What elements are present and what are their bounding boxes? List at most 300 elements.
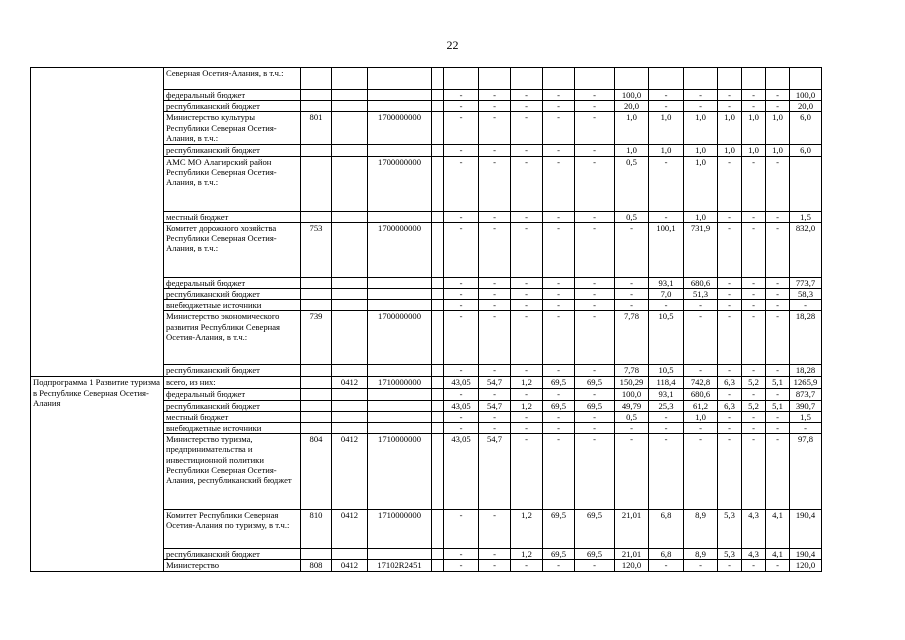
year-value-cell: - (615, 277, 649, 288)
year-value-cell: - (543, 311, 575, 365)
year-value-cell: 54,7 (479, 434, 511, 510)
year-value-cell: - (742, 90, 766, 101)
section-code-cell (332, 277, 368, 288)
total-value-cell: 20,0 (790, 101, 822, 112)
year-value-cell: - (479, 560, 511, 572)
section-code-cell (332, 365, 368, 377)
year-value-cell: - (479, 411, 511, 422)
year-value-cell: 680,6 (684, 389, 718, 400)
total-value-cell: 6,0 (790, 145, 822, 156)
year-value-cell: - (543, 289, 575, 300)
year-value-cell: 1,0 (684, 211, 718, 222)
year-value-cell: 1,0 (718, 145, 742, 156)
year-value-cell: - (766, 277, 790, 288)
grbs-code-cell (301, 289, 332, 300)
year-value-cell: 51,3 (684, 289, 718, 300)
year-value-cell: - (615, 222, 649, 277)
year-value-cell: - (511, 211, 543, 222)
target-article-cell: 1710000000 (368, 377, 432, 389)
target-article-cell (368, 289, 432, 300)
target-article-cell (368, 423, 432, 434)
section-code-cell (332, 389, 368, 400)
year-value-cell: - (479, 300, 511, 311)
empty-cell (432, 277, 444, 288)
year-value-cell: - (742, 423, 766, 434)
year-value-cell: - (615, 289, 649, 300)
target-article-cell (368, 400, 432, 411)
year-value-cell: - (718, 289, 742, 300)
page-number: 22 (446, 38, 459, 52)
year-value-cell: 150,29 (615, 377, 649, 389)
year-value-cell: 1,2 (511, 549, 543, 560)
empty-cell (432, 365, 444, 377)
section-code-cell (332, 68, 368, 90)
grbs-code-cell: 739 (301, 311, 332, 365)
year-value-cell: 6,3 (718, 400, 742, 411)
total-value-cell: 190,4 (790, 510, 822, 549)
section-code-cell (332, 311, 368, 365)
year-value-cell: 69,5 (543, 549, 575, 560)
year-value-cell: - (511, 434, 543, 510)
year-value-cell: - (615, 300, 649, 311)
target-article-cell (368, 365, 432, 377)
year-value-cell: - (684, 423, 718, 434)
total-value-cell: 832,0 (790, 222, 822, 277)
year-value-cell: - (766, 389, 790, 400)
year-value-cell: - (575, 222, 615, 277)
year-value-cell: 25,3 (649, 400, 684, 411)
year-value-cell: 43,05 (444, 434, 479, 510)
year-value-cell: - (511, 112, 543, 145)
empty-cell (432, 90, 444, 101)
empty-cell (432, 311, 444, 365)
total-value-cell: 1,5 (790, 411, 822, 422)
year-value-cell: - (742, 277, 766, 288)
executor-cell: республиканский бюджет (164, 289, 301, 300)
year-value-cell (575, 68, 615, 90)
section-code-cell (332, 112, 368, 145)
target-article-cell: 1700000000 (368, 311, 432, 365)
grbs-code-cell (301, 68, 332, 90)
year-value-cell: - (444, 389, 479, 400)
year-value-cell: - (479, 112, 511, 145)
year-value-cell: - (742, 560, 766, 572)
year-value-cell: - (479, 365, 511, 377)
executor-cell: Министерство культуры Республики Северная Осетия-Алания, в т.ч.: (164, 112, 301, 145)
year-value-cell: - (444, 300, 479, 311)
target-article-cell: 1700000000 (368, 112, 432, 145)
year-value-cell: - (718, 101, 742, 112)
year-value-cell: - (511, 560, 543, 572)
executor-cell: Северная Осетия-Алания, в т.ч.: (164, 68, 301, 90)
year-value-cell: - (766, 311, 790, 365)
grbs-code-cell (301, 145, 332, 156)
year-value-cell: - (766, 300, 790, 311)
year-value-cell: - (649, 560, 684, 572)
year-value-cell (649, 68, 684, 90)
target-article-cell (368, 549, 432, 560)
grbs-code-cell: 801 (301, 112, 332, 145)
year-value-cell: 69,5 (543, 400, 575, 411)
year-value-cell: 54,7 (479, 377, 511, 389)
year-value-cell: - (742, 300, 766, 311)
year-value-cell: - (575, 365, 615, 377)
year-value-cell: 5,1 (766, 400, 790, 411)
year-value-cell: - (575, 423, 615, 434)
target-article-cell: 17102R2451 (368, 560, 432, 572)
year-value-cell: - (649, 434, 684, 510)
year-value-cell: - (649, 300, 684, 311)
year-value-cell: 7,78 (615, 311, 649, 365)
year-value-cell: - (444, 101, 479, 112)
year-value-cell: 20,0 (615, 101, 649, 112)
executor-cell: всего, из них: (164, 377, 301, 389)
section-code-cell (332, 145, 368, 156)
year-value-cell: - (718, 434, 742, 510)
year-value-cell: 6,3 (718, 377, 742, 389)
empty-cell (432, 101, 444, 112)
year-value-cell: - (718, 222, 742, 277)
executor-cell: внебюджетные источники (164, 300, 301, 311)
grbs-code-cell (301, 277, 332, 288)
year-value-cell: 69,5 (543, 377, 575, 389)
total-value-cell: 18,28 (790, 311, 822, 365)
year-value-cell: - (766, 365, 790, 377)
year-value-cell: 118,4 (649, 377, 684, 389)
year-value-cell: 21,01 (615, 549, 649, 560)
year-value-cell: - (766, 211, 790, 222)
grbs-code-cell (301, 411, 332, 422)
target-article-cell (368, 211, 432, 222)
empty-cell (432, 289, 444, 300)
grbs-code-cell (301, 156, 332, 211)
year-value-cell: - (479, 277, 511, 288)
year-value-cell: 4,1 (766, 549, 790, 560)
executor-cell: внебюджетные источники (164, 423, 301, 434)
year-value-cell: - (543, 145, 575, 156)
year-value-cell: - (511, 411, 543, 422)
year-value-cell: - (444, 411, 479, 422)
year-value-cell (615, 68, 649, 90)
year-value-cell: - (684, 560, 718, 572)
year-value-cell: 21,01 (615, 510, 649, 549)
year-value-cell: 1,0 (766, 112, 790, 145)
total-value-cell (790, 156, 822, 211)
year-value-cell: 0,5 (615, 411, 649, 422)
year-value-cell: - (575, 156, 615, 211)
year-value-cell: 69,5 (575, 549, 615, 560)
total-value-cell: 873,7 (790, 389, 822, 400)
target-article-cell (368, 145, 432, 156)
section-code-cell (332, 211, 368, 222)
year-value-cell: - (479, 423, 511, 434)
year-value-cell: - (543, 90, 575, 101)
year-value-cell: - (444, 222, 479, 277)
year-value-cell: 6,8 (649, 510, 684, 549)
section-code-cell (332, 222, 368, 277)
year-value-cell: - (649, 411, 684, 422)
year-value-cell: - (543, 222, 575, 277)
year-value-cell: - (649, 211, 684, 222)
grbs-code-cell (301, 90, 332, 101)
year-value-cell: 100,0 (615, 90, 649, 101)
year-value-cell: - (511, 277, 543, 288)
year-value-cell (511, 68, 543, 90)
grbs-code-cell (301, 300, 332, 311)
executor-cell: Министерство туризма, предпринимательства и инвестиционной политики Республики Северная Осетия-Алания, республиканский бюджет (164, 434, 301, 510)
section-code-cell: 0412 (332, 377, 368, 389)
year-value-cell: - (479, 389, 511, 400)
year-value-cell: - (649, 90, 684, 101)
year-value-cell: - (444, 277, 479, 288)
year-value-cell: 1,2 (511, 400, 543, 411)
year-value-cell: - (718, 411, 742, 422)
executor-cell: Министерство экономического развития Республики Северная Осетия-Алания, в т.ч.: (164, 311, 301, 365)
year-value-cell: - (742, 156, 766, 211)
empty-cell (432, 389, 444, 400)
grbs-code-cell (301, 101, 332, 112)
target-article-cell: 1700000000 (368, 156, 432, 211)
section-code-cell (332, 289, 368, 300)
year-value-cell: - (742, 222, 766, 277)
year-value-cell: - (444, 211, 479, 222)
target-article-cell (368, 68, 432, 90)
year-value-cell: - (543, 560, 575, 572)
year-value-cell: 10,5 (649, 365, 684, 377)
empty-cell (432, 423, 444, 434)
year-value-cell: - (543, 365, 575, 377)
section-code-cell (332, 400, 368, 411)
year-value-cell (766, 68, 790, 90)
executor-cell: Комитет Республики Северная Осетия-Алания по туризму, в т.ч.: (164, 510, 301, 549)
grbs-code-cell (301, 400, 332, 411)
executor-cell: Комитет дорожного хозяйства Республики Северная Осетия-Алания, в т.ч.: (164, 222, 301, 277)
target-article-cell (368, 101, 432, 112)
year-value-cell: 1,2 (511, 510, 543, 549)
year-value-cell: - (511, 222, 543, 277)
total-value-cell: 1265,9 (790, 377, 822, 389)
year-value-cell: 8,9 (684, 549, 718, 560)
year-value-cell: 1,0 (615, 145, 649, 156)
year-value-cell: - (718, 389, 742, 400)
empty-cell (432, 377, 444, 389)
year-value-cell: - (444, 510, 479, 549)
year-value-cell: 7,0 (649, 289, 684, 300)
year-value-cell: 1,0 (649, 112, 684, 145)
year-value-cell: 69,5 (575, 377, 615, 389)
section-code-cell (332, 156, 368, 211)
year-value-cell: - (444, 289, 479, 300)
year-value-cell: - (766, 411, 790, 422)
year-value-cell: 1,0 (684, 112, 718, 145)
year-value-cell: 8,9 (684, 510, 718, 549)
year-value-cell: - (742, 411, 766, 422)
year-value-cell: - (479, 90, 511, 101)
year-value-cell: - (543, 101, 575, 112)
year-value-cell: - (511, 289, 543, 300)
year-value-cell: 100,1 (649, 222, 684, 277)
year-value-cell: 1,0 (718, 112, 742, 145)
year-value-cell: - (543, 300, 575, 311)
year-value-cell: - (766, 289, 790, 300)
year-value-cell: 93,1 (649, 389, 684, 400)
year-value-cell: 49,79 (615, 400, 649, 411)
year-value-cell: - (444, 145, 479, 156)
target-article-cell (368, 389, 432, 400)
year-value-cell: 731,9 (684, 222, 718, 277)
year-value-cell: - (543, 389, 575, 400)
year-value-cell: - (444, 90, 479, 101)
year-value-cell: 43,05 (444, 400, 479, 411)
empty-cell (432, 112, 444, 145)
year-value-cell: 69,5 (575, 400, 615, 411)
executor-cell: республиканский бюджет (164, 400, 301, 411)
year-value-cell: - (684, 365, 718, 377)
year-value-cell: - (684, 434, 718, 510)
year-value-cell: - (511, 145, 543, 156)
target-article-cell (368, 411, 432, 422)
year-value-cell: - (511, 389, 543, 400)
year-value-cell: - (479, 222, 511, 277)
year-value-cell: 4,3 (742, 549, 766, 560)
year-value-cell: - (575, 289, 615, 300)
year-value-cell: - (444, 365, 479, 377)
year-value-cell: - (742, 311, 766, 365)
executor-cell: республиканский бюджет (164, 101, 301, 112)
year-value-cell: - (718, 423, 742, 434)
year-value-cell: - (766, 101, 790, 112)
year-value-cell: 54,7 (479, 400, 511, 411)
year-value-cell: 5,2 (742, 400, 766, 411)
year-value-cell: - (575, 90, 615, 101)
year-value-cell: - (742, 211, 766, 222)
year-value-cell: - (649, 423, 684, 434)
grbs-code-cell (301, 423, 332, 434)
year-value-cell: 61,2 (684, 400, 718, 411)
year-value-cell: 43,05 (444, 377, 479, 389)
year-value-cell (684, 68, 718, 90)
year-value-cell: - (479, 289, 511, 300)
empty-cell (432, 510, 444, 549)
year-value-cell: - (511, 311, 543, 365)
total-value-cell: 6,0 (790, 112, 822, 145)
year-value-cell: 1,0 (615, 112, 649, 145)
total-value-cell: 1,5 (790, 211, 822, 222)
executor-cell: республиканский бюджет (164, 145, 301, 156)
executor-cell: местный бюджет (164, 211, 301, 222)
year-value-cell: - (649, 156, 684, 211)
grbs-code-cell (301, 211, 332, 222)
year-value-cell: 1,0 (684, 156, 718, 211)
year-value-cell: - (684, 90, 718, 101)
section-code-cell: 0412 (332, 560, 368, 572)
year-value-cell: 100,0 (615, 389, 649, 400)
empty-cell (432, 156, 444, 211)
year-value-cell: 1,2 (511, 377, 543, 389)
total-value-cell: 390,7 (790, 400, 822, 411)
program-cell (31, 68, 164, 377)
total-value-cell: 97,8 (790, 434, 822, 510)
year-value-cell: - (479, 156, 511, 211)
year-value-cell: - (479, 211, 511, 222)
year-value-cell: 7,78 (615, 365, 649, 377)
year-value-cell: - (479, 510, 511, 549)
year-value-cell: - (511, 423, 543, 434)
year-value-cell: - (742, 101, 766, 112)
total-value-cell: 100,0 (790, 90, 822, 101)
target-article-cell (368, 300, 432, 311)
empty-cell (432, 300, 444, 311)
total-value-cell (790, 68, 822, 90)
year-value-cell: - (718, 300, 742, 311)
target-article-cell (368, 90, 432, 101)
executor-cell: республиканский бюджет (164, 365, 301, 377)
year-value-cell: - (718, 365, 742, 377)
grbs-code-cell (301, 365, 332, 377)
section-code-cell (332, 90, 368, 101)
year-value-cell: - (543, 423, 575, 434)
grbs-code-cell (301, 389, 332, 400)
year-value-cell: 4,1 (766, 510, 790, 549)
year-value-cell: 1,0 (742, 145, 766, 156)
year-value-cell: 69,5 (543, 510, 575, 549)
year-value-cell: - (543, 156, 575, 211)
empty-cell (432, 560, 444, 572)
year-value-cell: - (444, 112, 479, 145)
grbs-code-cell: 753 (301, 222, 332, 277)
year-value-cell: - (649, 101, 684, 112)
year-value-cell: - (575, 101, 615, 112)
executor-cell: федеральный бюджет (164, 90, 301, 101)
year-value-cell: - (615, 423, 649, 434)
year-value-cell: 69,5 (575, 510, 615, 549)
year-value-cell: 742,8 (684, 377, 718, 389)
year-value-cell: - (543, 277, 575, 288)
budget-table (30, 67, 822, 572)
year-value-cell: 4,3 (742, 510, 766, 549)
year-value-cell: - (479, 311, 511, 365)
total-value-cell: 120,0 (790, 560, 822, 572)
year-value-cell: - (575, 112, 615, 145)
executor-cell: Министерство (164, 560, 301, 572)
year-value-cell: 5,3 (718, 549, 742, 560)
executor-cell: местный бюджет (164, 411, 301, 422)
year-value-cell (718, 68, 742, 90)
year-value-cell: - (444, 423, 479, 434)
year-value-cell: - (742, 434, 766, 510)
grbs-code-cell: 808 (301, 560, 332, 572)
year-value-cell: - (615, 434, 649, 510)
year-value-cell: - (575, 145, 615, 156)
year-value-cell: 120,0 (615, 560, 649, 572)
total-value-cell: - (790, 300, 822, 311)
empty-cell (432, 400, 444, 411)
program-cell: Подпрограмма 1 Развитие туризма в Республике Северная Осетия-Алания (31, 377, 164, 572)
section-code-cell: 0412 (332, 510, 368, 549)
year-value-cell: - (718, 560, 742, 572)
year-value-cell: - (718, 277, 742, 288)
year-value-cell: - (766, 560, 790, 572)
year-value-cell: 10,5 (649, 311, 684, 365)
year-value-cell: - (718, 311, 742, 365)
year-value-cell (742, 68, 766, 90)
year-value-cell: - (444, 311, 479, 365)
section-code-cell (332, 300, 368, 311)
empty-cell (432, 222, 444, 277)
year-value-cell: 680,6 (684, 277, 718, 288)
year-value-cell: - (575, 560, 615, 572)
year-value-cell: - (684, 101, 718, 112)
